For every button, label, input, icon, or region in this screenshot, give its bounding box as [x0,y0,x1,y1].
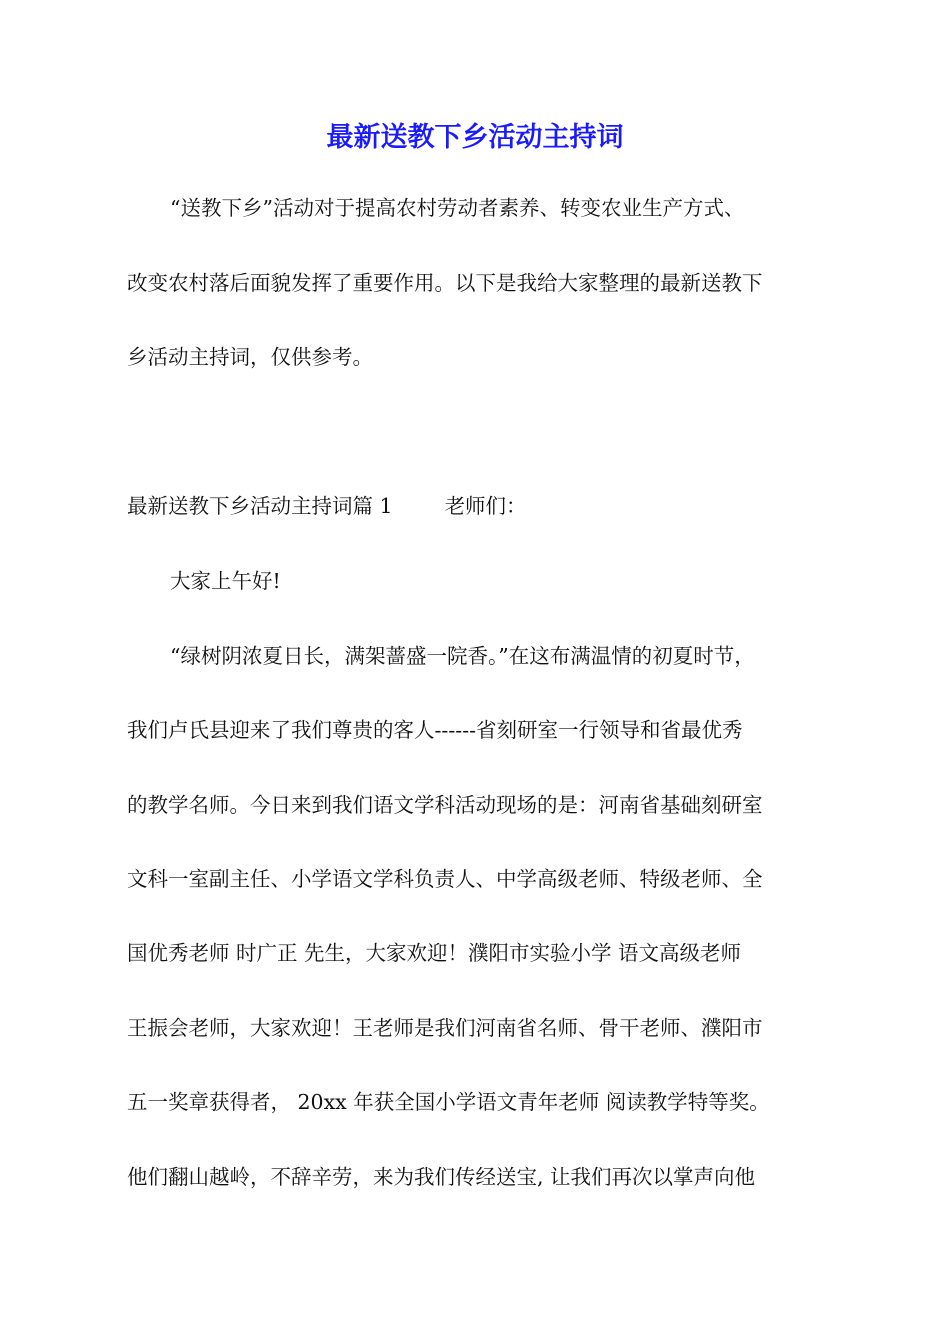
salutation: 老师们： [444,494,527,518]
body-line-3: 的教学名师。今日来到我们语文学科活动现场的是：河南省基础刻研室 [127,793,763,817]
body-line-1: “绿树阴浓夏日长，满架蔷盛一院香。”在这布满温情的初夏时节， [170,644,755,668]
body-line-6: 王振会老师，大家欢迎！王老师是我们河南省名师、骨干老师、濮阳市 [127,1016,763,1040]
body-line-4: 文科一室副主任、小学语文学科负责人、中学高级老师、特级老师、全 [127,867,763,891]
intro-line-1: “送教下乡”活动对于提高农村劳动者素养、转变农业生产方式、 [170,196,745,220]
section-heading: 最新送教下乡活动主持词篇 1 [127,494,393,518]
intro-line-2: 改变农村落后面貌发挥了重要作用。以下是我给大家整理的最新送教下 [127,271,763,295]
section-heading-line [127,490,527,522]
body-line-7: 五一奖章获得者， 20xx 年获全国小学语文青年老师 阅读教学特等奖。 [127,1090,770,1114]
body-line-5: 国优秀老师 时广正 先生，大家欢迎！濮阳市实验小学 语文高级老师 [127,941,742,965]
body-line-2: 我们卢氏县迎来了我们尊贵的客人------省刻研室一行领导和省最优秀 [127,718,743,742]
greeting: 大家上午好! [170,569,281,593]
body-line-8: 他们翻山越岭，不辞辛劳，来为我们传经送宝, 让我们再次以掌声向他 [127,1165,756,1189]
document-title: 最新送教下乡活动主持词 [326,122,624,153]
intro-line-3: 乡活动主持词，仅供参考。 [127,345,373,369]
